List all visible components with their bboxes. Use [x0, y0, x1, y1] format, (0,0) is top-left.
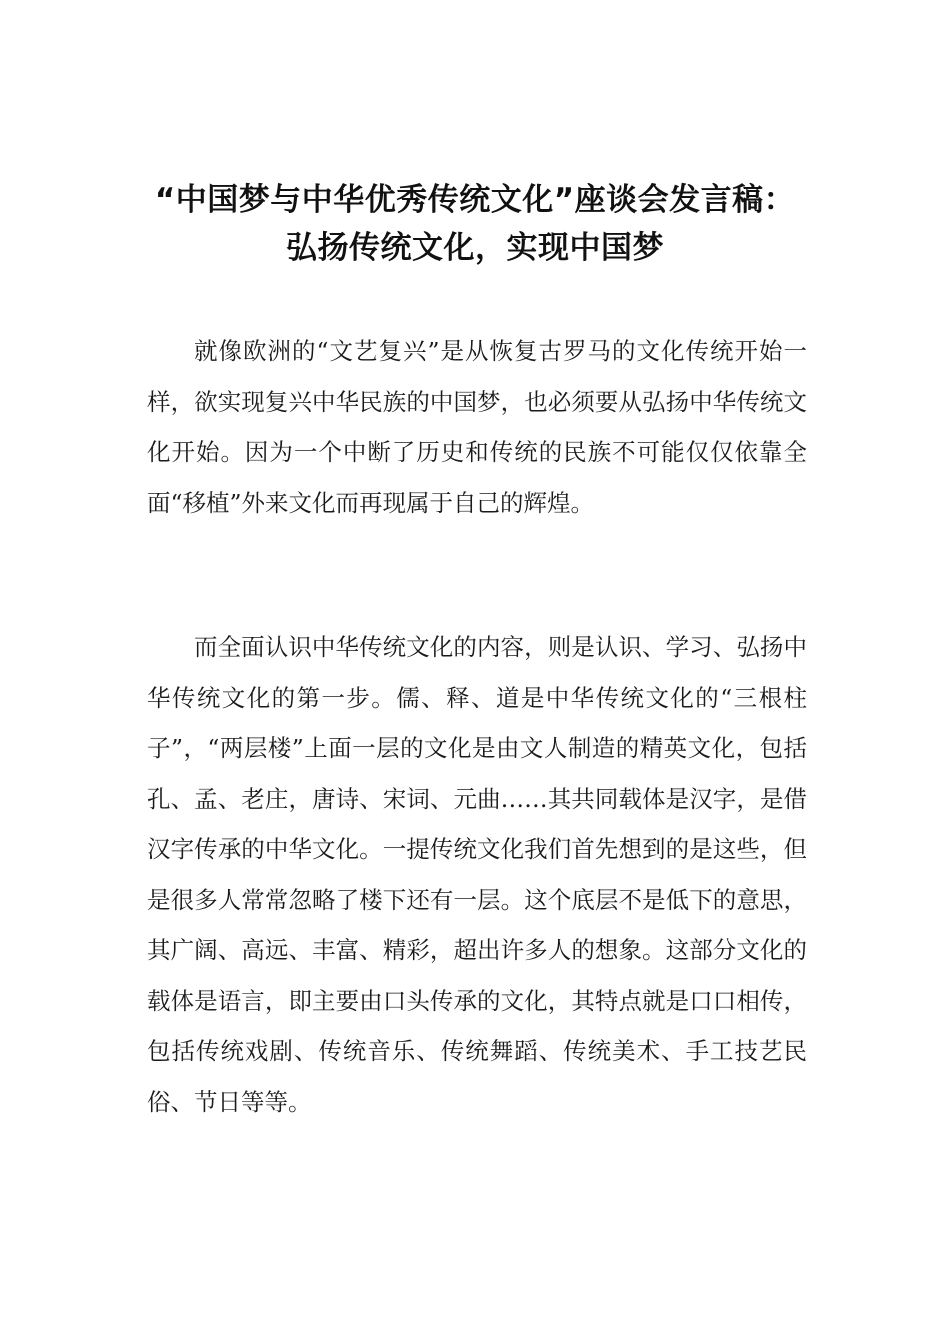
paragraph-2: 而全面认识中华传统文化的内容，则是认识、学习、弘扬中华传统文化的第一步。儒、释、道是中华传统文化的“三根柱子”，“两层楼”上面一层的文化是由文人制造的精英文化，包括孔、孟、老庄，唐诗、宋词、元曲……其共同载体是汉字，是借汉字传承的中华文化。一提传统文化我们首先想到的是这些，但是很多人常常忽略了楼下还有一层。这个底层不是低下的意思，其广阔、高远、丰富、精彩，超出许多人的想象。这部分文化的载体是语言，即主要由口头传承的文化，其特点就是口口相传，包括传统戏剧、传统音乐、传统舞蹈、传统美术、手工技艺民俗、节日等等。 — [147, 633, 807, 1116]
paragraph-1: 就像欧洲的“文艺复兴”是从恢复古罗马的文化传统开始一样，欲实现复兴中华民族的中国梦，也必须要从弘扬中华传统文化开始。因为一个中断了历史和传统的民族不可能仅仅依靠全面“移植”外来文化而再现属于自己的辉煌。 — [147, 337, 807, 517]
document-title: “中国梦与中华优秀传统文化”座谈会发言稿：弘扬传统文化，实现中国梦 — [154, 182, 796, 266]
